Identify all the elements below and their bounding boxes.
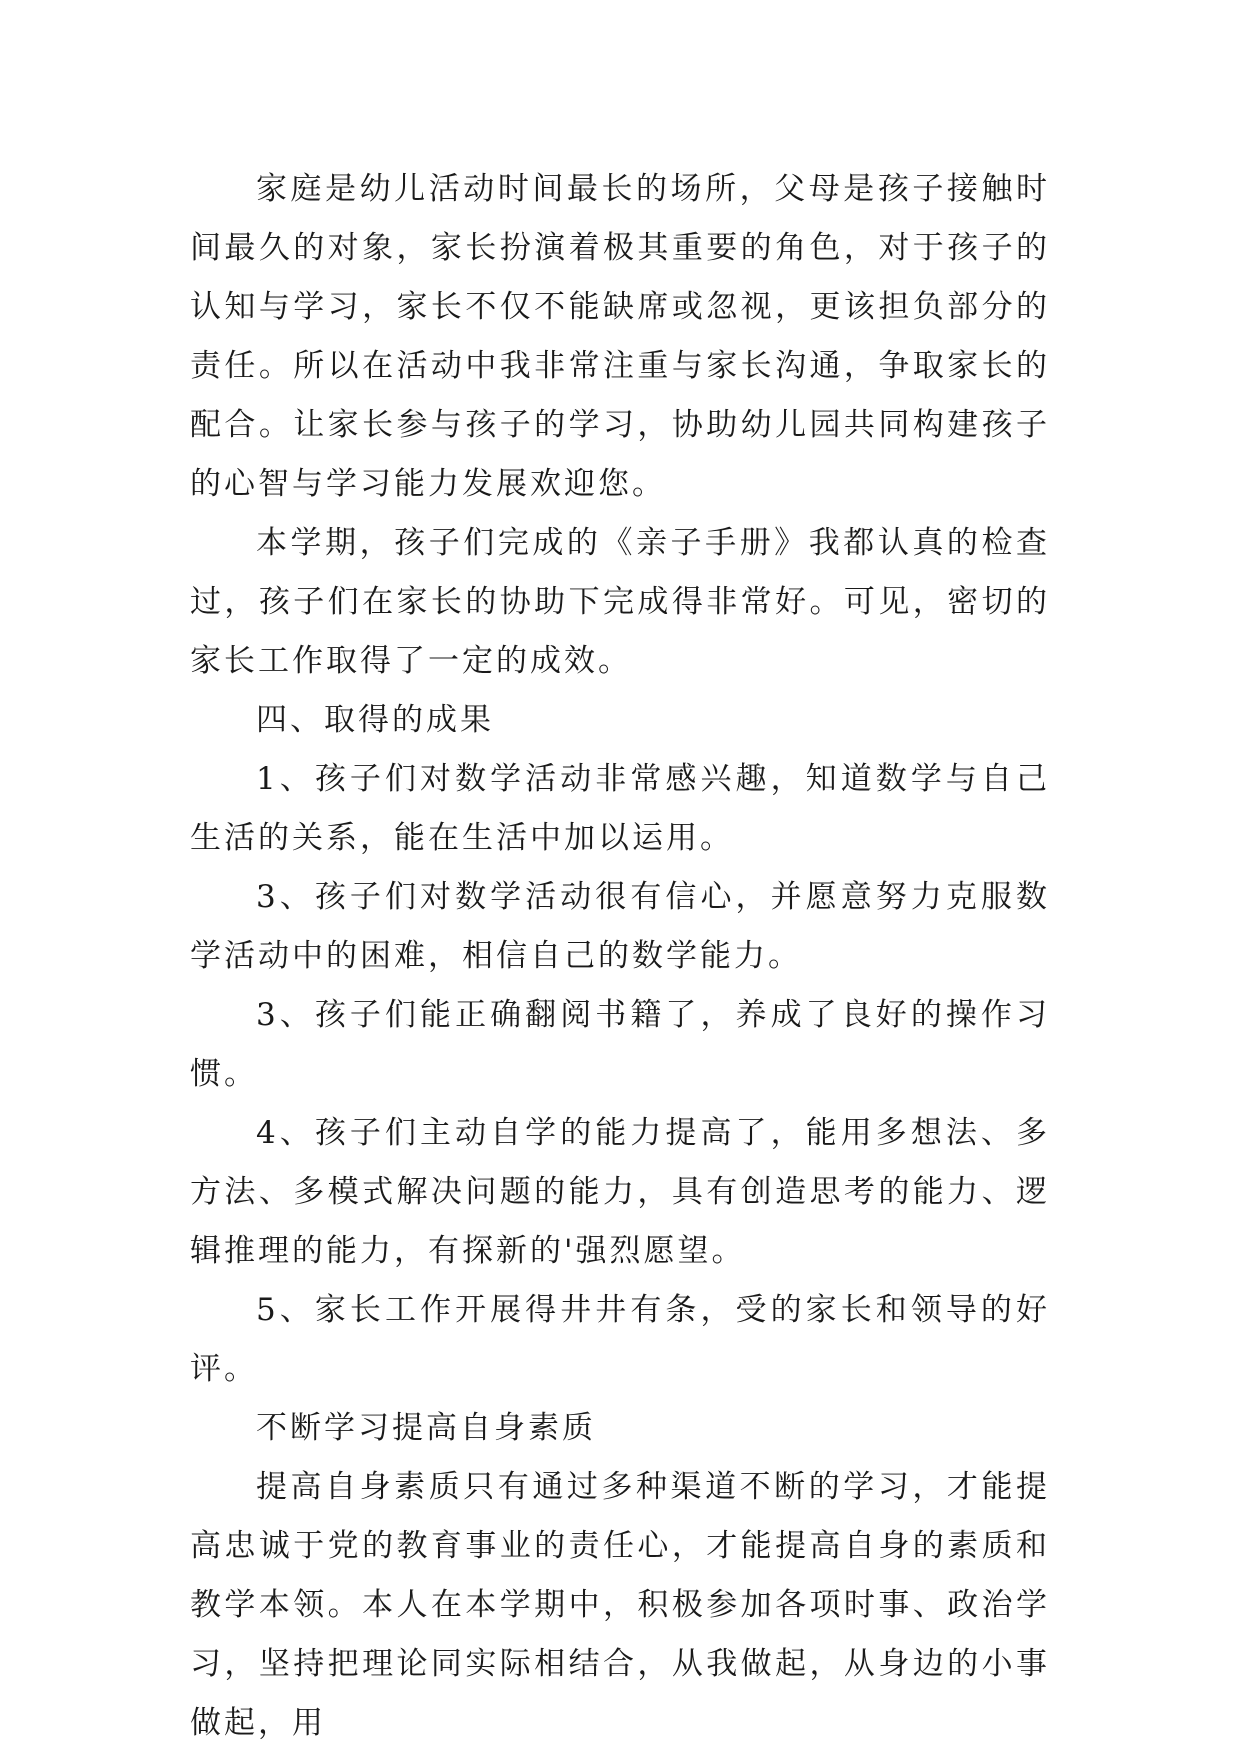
paragraph-self-improvement: 提高自身素质只有通过多种渠道不断的学习，才能提高忠诚于党的教育事业的责任心，才能提高自身的素质和教学本领。本人在本学期中，积极参加各项时事、政治学习，坚持把理论同实际相结合，从我做起，从身边的小事做起，用: [190, 1469, 1050, 1741]
section-heading-self-improvement: 不断学习提高自身素质: [256, 1410, 596, 1446]
paragraph-parent-communication: 家庭是幼儿活动时间最长的场所，父母是孩子接触时间最久的对象，家长扮演着极其重要的角色，对于孩子的认知与学习，家长不仅不能缺席或忽视，更该担负部分的责任。所以在活动中我非常注重与家长沟通，争取家长的配合。让家长参与孩子的学习，协助幼儿园共同构建孩子的心智与学习能力发展欢迎您。: [190, 171, 1050, 502]
list-item: 4、孩子们主动自学的能力提高了，能用多想法、多方法、多模式解决问题的能力，具有创造思考的能力、逻辑推理的能力，有探新的'强烈愿望。: [190, 1115, 1050, 1269]
list-item: 3、孩子们能正确翻阅书籍了，养成了良好的操作习惯。: [190, 997, 1050, 1092]
document-body: [190, 160, 1050, 1753]
section-heading-achievements: 四、取得的成果: [256, 702, 494, 738]
list-item: 1、孩子们对数学活动非常感兴趣，知道数学与自己生活的关系，能在生活中加以运用。: [190, 761, 1050, 856]
paragraph-parent-handbook: 本学期，孩子们完成的《亲子手册》我都认真的检查过，孩子们在家长的协助下完成得非常好。可见，密切的家长工作取得了一定的成效。: [190, 525, 1050, 679]
list-item: 5、家长工作开展得井井有条，受的家长和领导的好评。: [190, 1292, 1050, 1387]
list-item: 3、孩子们对数学活动很有信心，并愿意努力克服数学活动中的困难，相信自己的数学能力。: [190, 879, 1050, 974]
